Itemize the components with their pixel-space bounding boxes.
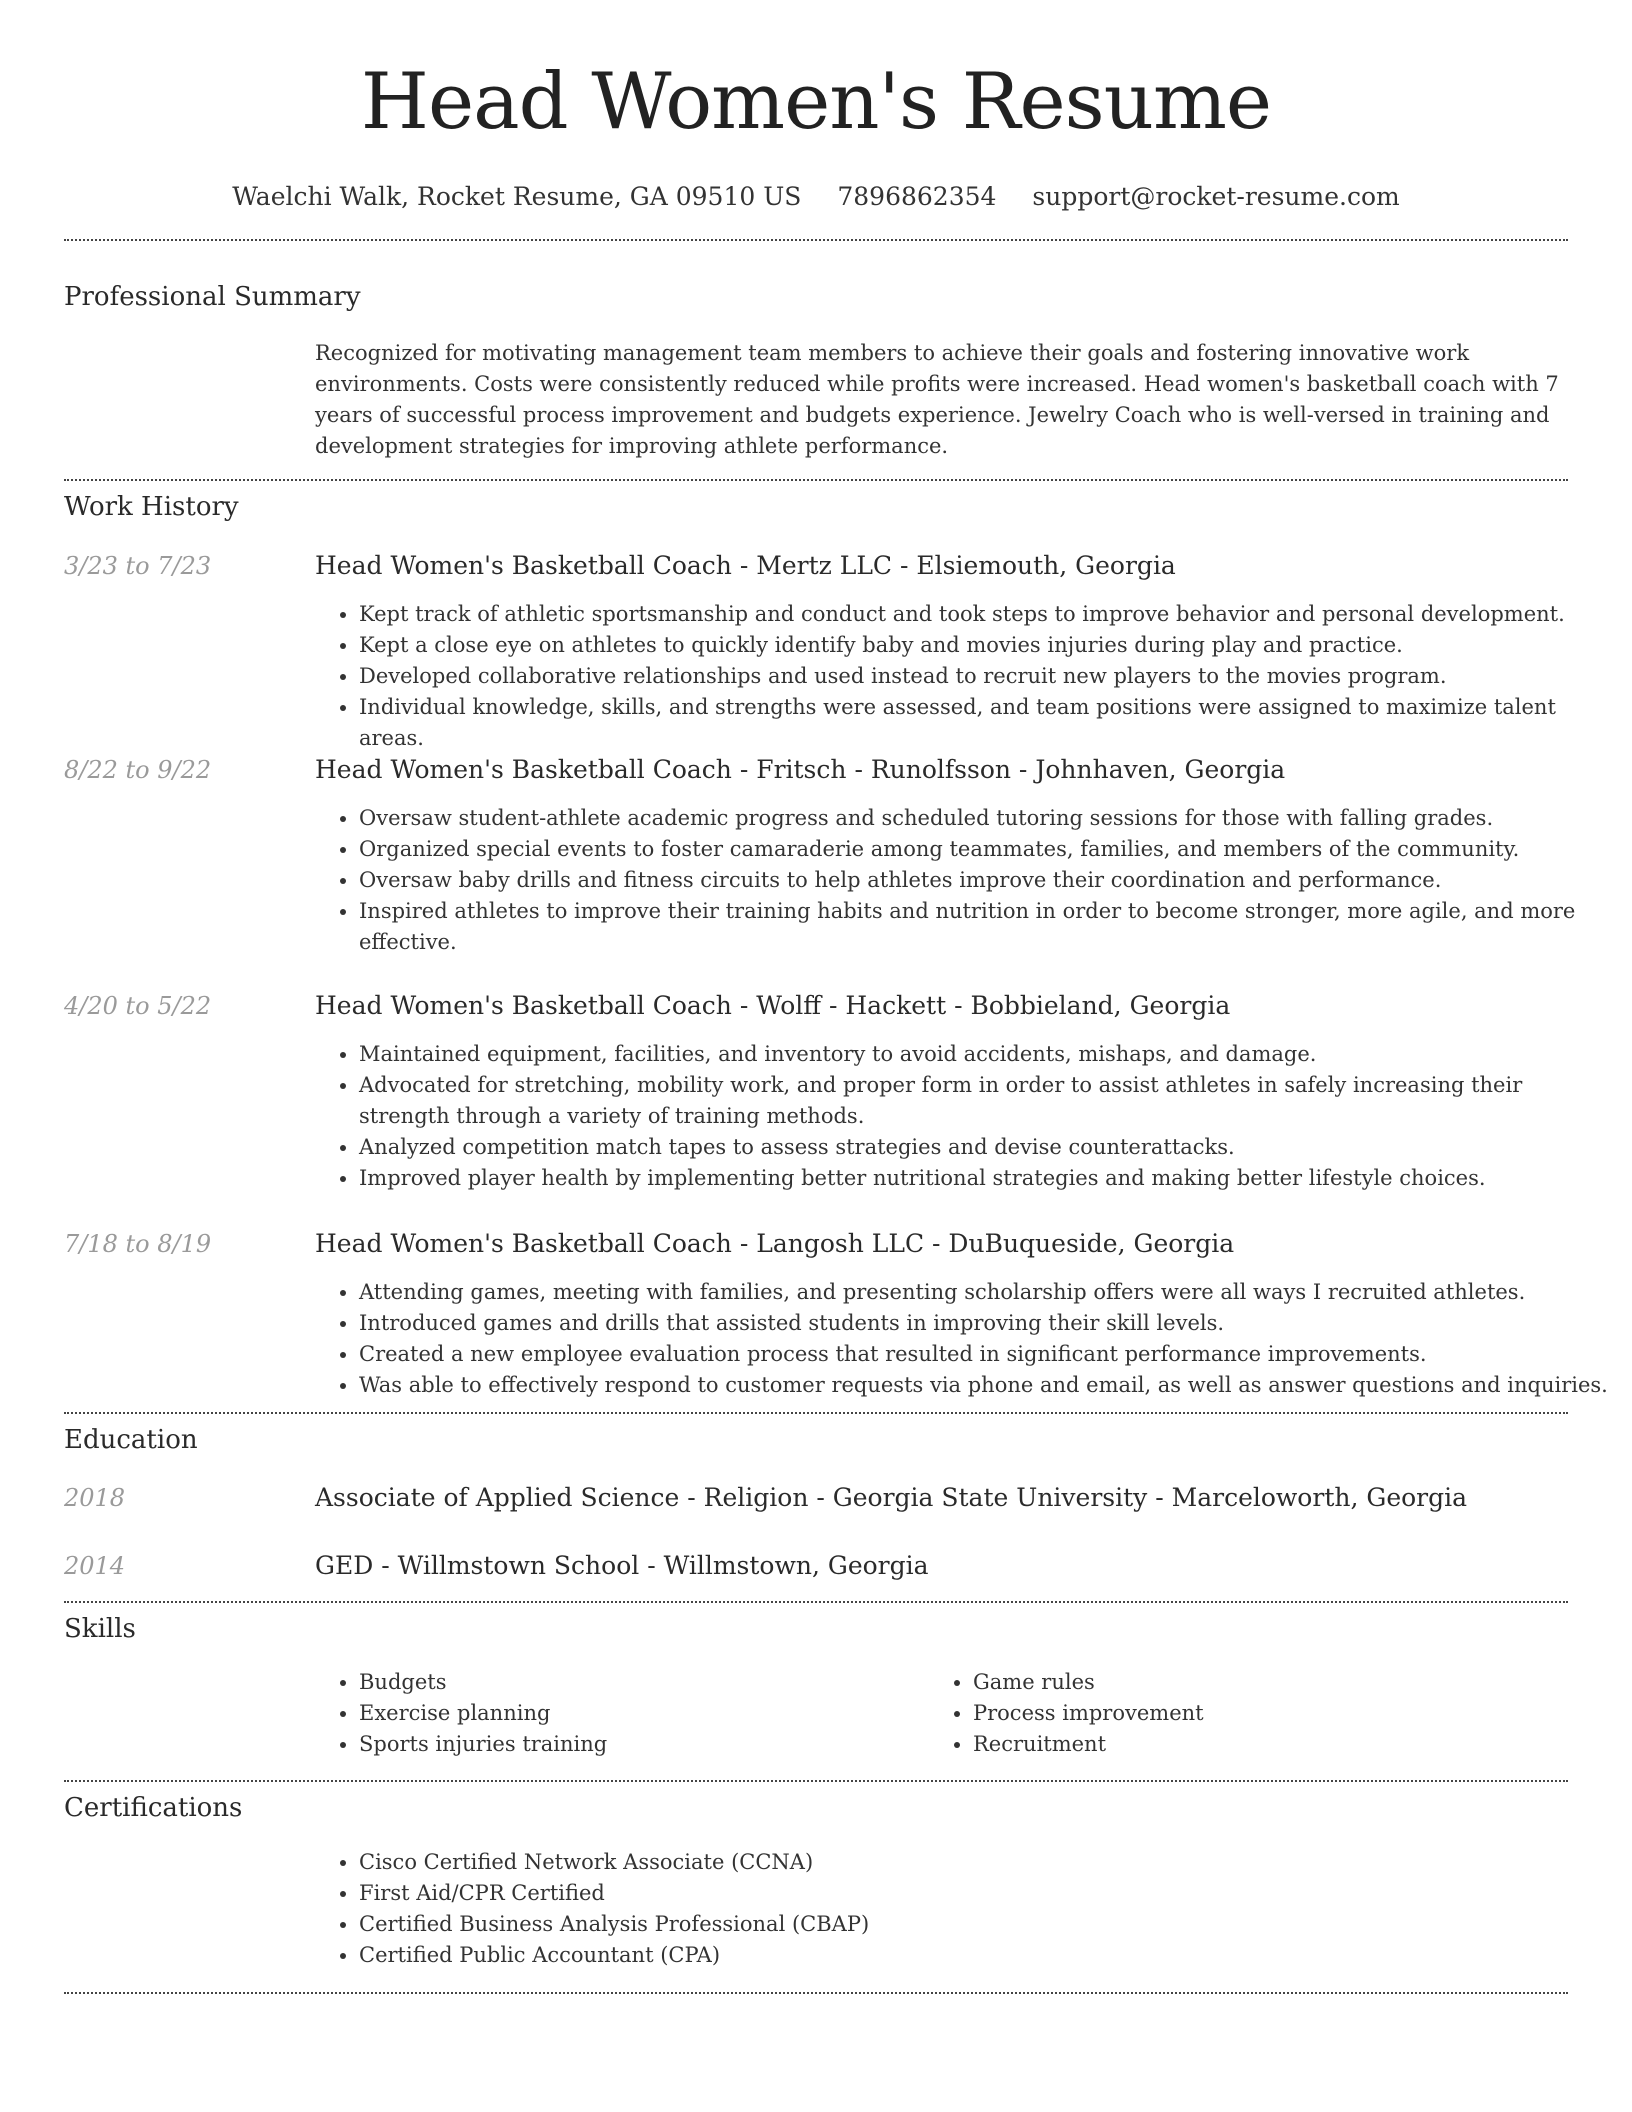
section-divider (64, 239, 1568, 241)
list-item: • Analyzed competition match tapes to assess strategies and devise counterattacks. (359, 1132, 1614, 1163)
section-divider (64, 1601, 1568, 1603)
list-item: • Oversaw baby drills and fitness circuits to help athletes improve their coordination and performance. (359, 865, 1614, 896)
list-item: • First Aid/CPR Certified (359, 1878, 1614, 1909)
section-divider (64, 1780, 1568, 1782)
job-dates: 4/20 to 5/22 (64, 992, 212, 1020)
job-heading: Head Women's Basketball Coach - Fritsch - Runolfsson - Johnhaven, Georgia (315, 755, 1286, 784)
education-heading: GED - Willmstown School - Willmstown, Georgia (315, 1551, 929, 1580)
list-item: • Individual knowledge, skills, and strengths were assessed, and team positions were assigned to maximize talent areas. (359, 692, 1614, 754)
list-item: • Oversaw student-athlete academic progress and scheduled tutoring sessions for those with falling grades. (359, 803, 1614, 834)
list-item: • Inspired athletes to improve their training habits and nutrition in order to become stronger, more agile, and more effective. (359, 896, 1614, 958)
job-dates: 8/22 to 9/22 (64, 756, 212, 784)
certifications-list (315, 1847, 1614, 1971)
list-item: • Kept a close eye on athletes to quickly identify baby and movies injuries during play and practice. (359, 630, 1614, 661)
section-divider (64, 479, 1568, 481)
education-year: 2018 (64, 1484, 126, 1512)
job-dates: 7/18 to 8/19 (64, 1230, 212, 1258)
list-item: • Recruitment (973, 1729, 1543, 1760)
resume-header (0, 0, 1632, 214)
list-item: • Cisco Certified Network Associate (CCNA) (359, 1847, 1614, 1878)
job-bullets (315, 1039, 1614, 1194)
skills-grid (315, 1667, 1570, 1760)
job-dates: 3/23 to 7/23 (64, 552, 212, 580)
contact-line (0, 180, 1632, 214)
list-item: • Advocated for stretching, mobility work, and proper form in order to assist athletes in safely increasing their strength through a variety of training methods. (359, 1070, 1614, 1132)
list-item: • Process improvement (973, 1698, 1543, 1729)
list-item: • Budgets (359, 1667, 929, 1698)
summary-body (315, 338, 1570, 462)
list-item: • Sports injuries training (359, 1729, 929, 1760)
education-heading: Associate of Applied Science - Religion - Georgia State University - Marceloworth, Georgia (315, 1483, 1468, 1512)
job-heading: Head Women's Basketball Coach - Mertz LLC - Elsiemouth, Georgia (315, 551, 1176, 580)
skills-column-right (929, 1667, 1543, 1760)
list-item: • Game rules (973, 1667, 1543, 1698)
job-bullets (315, 599, 1614, 754)
list-item: • Attending games, meeting with families, and presenting scholarship offers were all ways I recruited athletes. (359, 1277, 1614, 1308)
summary-section-title: Professional Summary (64, 282, 361, 312)
job-bullets (315, 803, 1614, 958)
list-item: • Kept track of athletic sportsmanship and conduct and took steps to improve behavior and personal development. (359, 599, 1614, 630)
list-item: • Exercise planning (359, 1698, 929, 1729)
resume-name: Head Women's Resume (360, 57, 1272, 147)
job-heading: Head Women's Basketball Coach - Langosh LLC - DuBuqueside, Georgia (315, 1229, 1235, 1258)
list-item: • Improved player health by implementing better nutritional strategies and making better lifestyle choices. (359, 1163, 1614, 1194)
job-heading: Head Women's Basketball Coach - Wolff - Hackett - Bobbieland, Georgia (315, 991, 1231, 1020)
list-item: • Organized special events to foster camaraderie among teammates, families, and members of the community. (359, 834, 1614, 865)
section-divider (64, 1992, 1568, 1994)
list-item: • Was able to effectively respond to customer requests via phone and email, as well as answer questions and inquiries. (359, 1370, 1614, 1401)
list-item: • Certified Business Analysis Professional (CBAP) (359, 1909, 1614, 1940)
list-item: • Developed collaborative relationships and used instead to recruit new players to the movies program. (359, 661, 1614, 692)
list-item: • Created a new employee evaluation process that resulted in significant performance improvements. (359, 1339, 1614, 1370)
contact-email: support@rocket-resume.com (1032, 182, 1400, 211)
job-bullets (315, 1277, 1614, 1401)
list-item: • Maintained equipment, facilities, and inventory to avoid accidents, mishaps, and damage. (359, 1039, 1614, 1070)
section-divider (64, 1412, 1568, 1414)
education-section-title: Education (64, 1425, 198, 1455)
education-year: 2014 (64, 1552, 126, 1580)
contact-address: Waelchi Walk, Rocket Resume, GA 09510 US (232, 182, 802, 211)
certifications-section-title: Certifications (64, 1793, 243, 1823)
list-item: • Certified Public Accountant (CPA) (359, 1940, 1614, 1971)
skills-section-title: Skills (64, 1614, 136, 1644)
work-section-title: Work History (64, 492, 239, 522)
summary-text: Recognized for motivating management team members to achieve their goals and fostering innovative work environments. Costs were consistently reduced while profits were increased. Head women's basketball coach with 7 years of successful process improvement and budgets experience. Jewelry Coach who is well-versed in training and development strategies for improving athlete performance. (315, 341, 1559, 458)
list-item: • Introduced games and drills that assisted students in improving their skill levels. (359, 1308, 1614, 1339)
contact-phone: 7896862354 (837, 182, 997, 211)
skills-column-left (315, 1667, 929, 1760)
